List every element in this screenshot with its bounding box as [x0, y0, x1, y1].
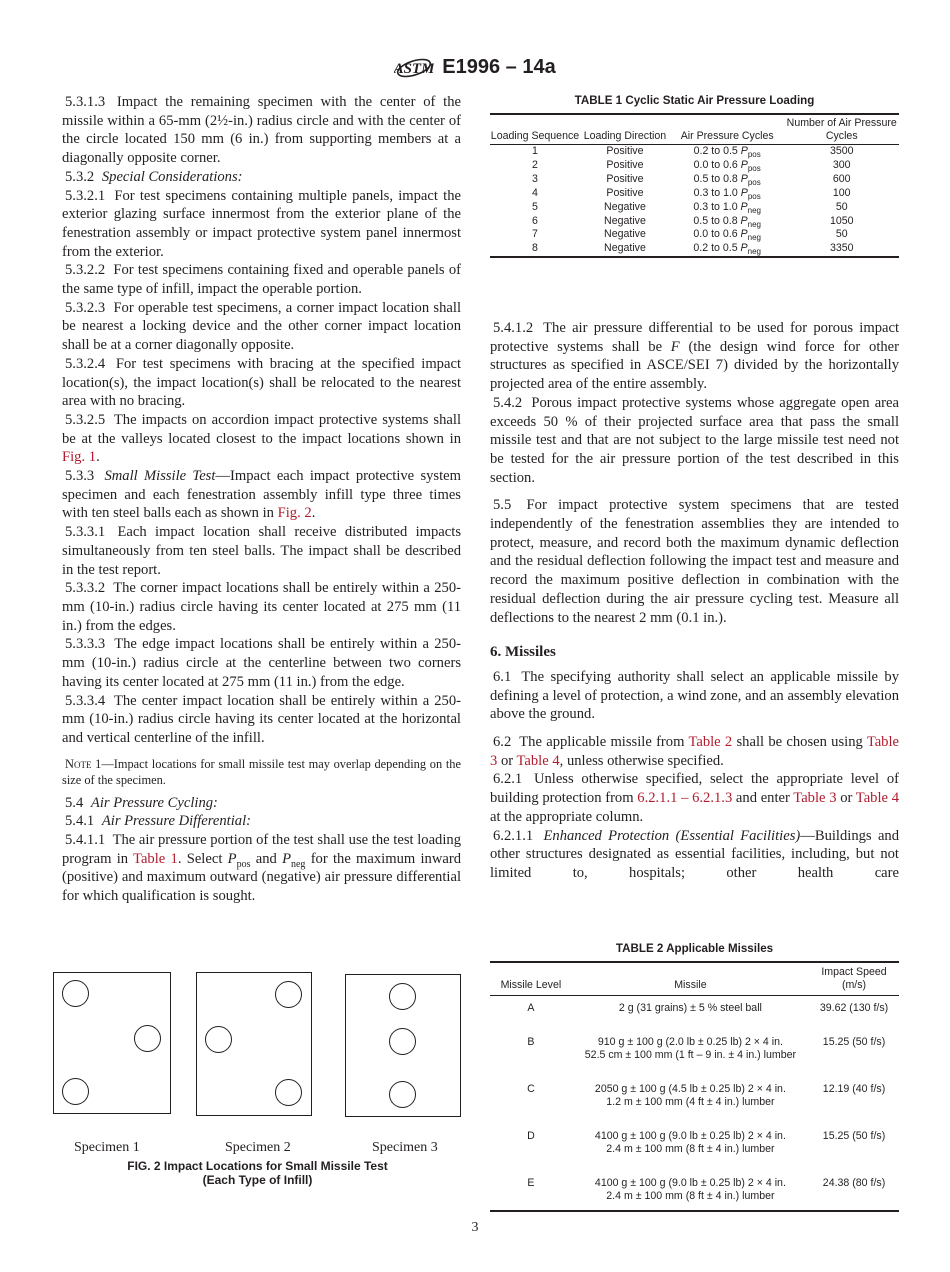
- para-5-3-3-3: 5.3.3.3 The edge impact locations shall be entirely within a 250-mm (10-in.) radius circle at the centerline between two corners having its center located at 275 mm (11 in.) from the edge.: [62, 636, 461, 690]
- para-5-4-1-2: 5.4.1.2 The air pressure differential to be used for porous impact protective systems shall be F (the design wind force for other structures as specified in ASCE/SEI 7) divided by the horizontally projected area of the entire assembly.: [490, 320, 900, 393]
- loading-direction: Negative: [604, 242, 646, 255]
- loading-sequence: 8: [532, 242, 538, 255]
- air-pressure-cycles: 0.5 to 0.8 $P_{pos}$: [693, 172, 761, 187]
- page-header: [0, 52, 950, 86]
- loading-sequence: 2: [532, 158, 538, 171]
- missile-level: E: [527, 1176, 535, 1189]
- loading-direction: Negative: [604, 228, 646, 241]
- page-number: 3: [471, 1220, 479, 1235]
- air-pressure-cycles: 0.3 to 1.0 $P_{pos}$: [693, 186, 761, 201]
- right-column-upper: [490, 319, 899, 883]
- air-pressure-cycles: 0.2 to 0.5 $P_{pos}$: [693, 145, 761, 160]
- table-row: [490, 215, 899, 229]
- specimen-3-label: Specimen 3: [372, 1140, 438, 1155]
- para-5-3-1-3: 5.3.1.3 Impact the remaining specimen with the center of the missile within a 65-mm (2½-in.) radius circle and with the center of the circle located 150 mm (6 in.) from supporting members at a diagonally opposite corner.: [62, 94, 461, 167]
- specimen-1-label: Specimen 1: [74, 1140, 140, 1155]
- loading-sequence: 6: [532, 214, 538, 227]
- table-3-link[interactable]: Table 3: [793, 790, 837, 807]
- impact-circle-icon: [275, 1079, 302, 1106]
- table-row: [490, 996, 899, 1030]
- table-1-link[interactable]: Table 1: [133, 850, 178, 867]
- table-row: [490, 242, 899, 257]
- loading-sequence: 5: [532, 200, 538, 213]
- missile-description: 4100 g ± 100 g (9.0 lb ± 0.25 lb) 2 × 4 in. 2.4 m ± 100 mm (8 ft ± 4 in.) lumber: [594, 1129, 786, 1155]
- para-5-4-1: 5.4.1 Air Pressure Differential:: [65, 813, 252, 830]
- table-row: [490, 145, 899, 159]
- cycle-count: 300: [832, 158, 851, 171]
- missile-description: 2050 g ± 100 g (4.5 lb ± 0.25 lb) 2 × 4 in. 1.2 m ± 100 mm (4 ft ± 4 in.) lumber: [594, 1082, 786, 1108]
- impact-circle-icon: [275, 981, 302, 1008]
- para-5-3-3-4: 5.3.3.4 The center impact location shall be entirely within a 250-mm (10-in.) radius circle having its center located at the horizontal and vertical centerline of the infill.: [62, 692, 462, 746]
- para-5-3-2-3: 5.3.2.3 For operable test specimens, a corner impact location shall be nearest a locking device and the other corner impact location shall be at a corner diagonally opposite.: [62, 299, 461, 354]
- para-5-5: 5.5 For impact protective system specimens that are tested independently of the fenestration assemblies they are intended to protect, measure, and record both the maximum dynamic deflection and the residual deflection following the impact test and measure and record the maximum positive deflection in combination with the residual deflection during the air pressure cycling test. Measure all deflections to the nearest 2 mm (0.1 in.).: [490, 497, 899, 626]
- loading-direction: Negative: [604, 214, 646, 227]
- table-row: [490, 1077, 899, 1124]
- table-1: [490, 94, 899, 258]
- missile-level: D: [527, 1129, 535, 1142]
- impact-circle-icon: [389, 1028, 416, 1055]
- left-column: [62, 93, 461, 906]
- impact-speed: 24.38 (80 f/s): [822, 1176, 886, 1189]
- air-pressure-cycles: 0.0 to 0.6 $P_{neg}$: [693, 228, 761, 243]
- table-1-grid: [490, 113, 899, 258]
- table-3-link[interactable]: Table 3: [490, 734, 900, 769]
- loading-direction: Positive: [606, 172, 644, 185]
- missile-level: B: [527, 1035, 535, 1048]
- impact-speed: 15.25 (50 f/s): [822, 1129, 886, 1142]
- para-5-3-3-1: 5.3.3.1 Each impact location shall receive distributed impacts simultaneously from ten steel balls. The impact shall be described in the test report.: [62, 524, 461, 578]
- table-1-title: TABLE 1 Cyclic Static Air Pressure Loading: [574, 94, 815, 107]
- specimen-1-diagram: [53, 972, 171, 1114]
- para-5-3-2: 5.3.2 Special Considerations:: [65, 168, 243, 185]
- table-row: [490, 1171, 899, 1211]
- loading-sequence: 3: [532, 172, 538, 185]
- air-pressure-cycles: 0.2 to 0.5 $P_{neg}$: [693, 242, 761, 257]
- cycle-count: 3350: [829, 242, 854, 255]
- loading-sequence: 1: [532, 145, 538, 157]
- table-2-link[interactable]: Table 2: [688, 734, 733, 751]
- missile-level: A: [527, 1002, 535, 1014]
- para-6-1: 6.1 The specifying authority shall select an applicable missile by defining a level of protection, a wind zone, and an assembly elevation above the ground.: [490, 668, 900, 723]
- para-5-3-3-2: 5.3.3.2 The corner impact locations shall be entirely within a 250-mm (10-in.) radius circle having its center located at 275 mm (11 in.) from the edges.: [62, 580, 461, 634]
- impact-speed: 15.25 (50 f/s): [822, 1035, 886, 1048]
- table-row: [490, 228, 899, 242]
- col-header: Missile: [674, 978, 707, 991]
- table-2-title: TABLE 2 Applicable Missiles: [615, 942, 774, 955]
- specimen-2-diagram: [196, 972, 312, 1116]
- missile-level: C: [527, 1082, 535, 1095]
- loading-direction: Negative: [604, 200, 646, 213]
- para-5-4-2: 5.4.2 Porous impact protective systems whose aggregate open area exceeds 50 % of their projected surface area that pass the small missile test and that are not subject to the large missile test need not be tested for the air pressure portion of the test described in this section.: [490, 394, 899, 486]
- impact-circle-icon: [389, 983, 416, 1010]
- col-header: Number of Air Pressure Cycles: [786, 117, 897, 142]
- air-pressure-cycles: 0.3 to 1.0 $P_{neg}$: [693, 200, 761, 215]
- para-5-3-2-5: 5.3.2.5 The impacts on accordion impact protective systems shall be at the valleys located closest to the impact locations shown in Fig. 1.: [62, 411, 461, 466]
- table-4-link[interactable]: Table 4: [516, 752, 560, 769]
- para-5-4: 5.4 Air Pressure Cycling:: [65, 794, 218, 811]
- col-header: Loading Sequence: [490, 129, 580, 142]
- impact-circle-icon: [134, 1025, 161, 1052]
- missile-description: 2 g (31 grains) ± 5 % steel ball: [618, 1002, 762, 1014]
- fig-2-link[interactable]: Fig. 2: [277, 505, 312, 522]
- air-pressure-cycles: 0.5 to 0.8 $P_{neg}$: [693, 214, 761, 229]
- col-header: Air Pressure Cycles: [680, 129, 774, 142]
- col-header: Loading Direction: [583, 129, 667, 142]
- missile-description: 910 g ± 100 g (2.0 lb ± 0.25 lb) 2 × 4 in. 52.5 cm ± 100 mm (1 ft – 9 in. ± 4 in.) lumber: [584, 1035, 797, 1061]
- missile-description: 4100 g ± 100 g (9.0 lb ± 0.25 lb) 2 × 4 in. 2.4 m ± 100 mm (8 ft ± 4 in.) lumber: [594, 1176, 786, 1202]
- cycle-count: 600: [832, 172, 851, 185]
- cycle-count: 50: [835, 200, 848, 213]
- section-6-heading: 6. Missiles: [490, 644, 556, 661]
- col-header: Impact Speed (m/s): [821, 966, 887, 991]
- para-5-3-2-1: 5.3.2.1 For test specimens containing multiple panels, impact the exterior glazing surface innermost from the exterior plane of the fenestration assembly or impact protective system panel innermost from the exterior.: [62, 187, 461, 260]
- para-6-2-1-1: 6.2.1.1 Enhanced Protection (Essential Facilities)—Buildings and other structures designated as essential facilities, including, but not limited to, hospitals; other health care: [490, 827, 900, 881]
- specimen-3-diagram: [345, 974, 461, 1117]
- impact-speed: 12.19 (40 f/s): [822, 1082, 886, 1095]
- standard-designation: E1996 – 14a: [442, 55, 556, 78]
- para-5-4-1-1: 5.4.1.1 The air pressure portion of the test shall use the test loading program in Table 1. Select $P_{pos}$ and $P_{neg}$ for the maximum inward (positive) and maximum outward (negative) air pressure differential for which qualification is sought.: [62, 832, 462, 905]
- table-row: [490, 1124, 899, 1171]
- note-1: Note 1—Impact locations for small missile test may overlap depending on the size of the specimen.: [62, 756, 461, 787]
- para-6-2: 6.2 The applicable missile from Table 2 shall be chosen using Table 3 or Table 4, unless otherwise specified.: [490, 734, 900, 769]
- para-6-2-1: 6.2.1 Unless otherwise specified, select the appropriate level of building protection from 6.2.1.1 – 6.2.1.3 and enter Table 3 or Table 4 at the appropriate column.: [490, 771, 899, 825]
- section-6-2-1-range-link[interactable]: 6.2.1.1 – 6.2.1.3: [637, 790, 733, 807]
- para-5-3-2-4: 5.3.2.4 For test specimens with bracing at the specified impact location(s), the impact location(s) shall be relocated to the nearest area with no bracing.: [62, 355, 461, 410]
- loading-direction: Positive: [606, 158, 644, 171]
- cycle-count: 50: [835, 228, 848, 241]
- astm-logo-icon: [394, 52, 434, 82]
- para-5-3-3: 5.3.3 Small Missile Test—Impact each impact protective system specimen and each fenestration assembly infill type three times with ten steel balls each as shown in Fig. 2.: [62, 468, 461, 522]
- loading-sequence: 7: [532, 228, 538, 241]
- table-row: [490, 1030, 899, 1077]
- table-2-grid: [490, 961, 899, 1212]
- cycle-count: 1050: [829, 214, 854, 227]
- figure-2-caption: FIG. 2 Impact Locations for Small Missile Test (Each Type of Infill): [127, 1159, 388, 1187]
- specimen-2-label: Specimen 2: [225, 1140, 291, 1155]
- impact-circle-icon: [62, 980, 89, 1007]
- impact-circle-icon: [62, 1078, 89, 1105]
- table-2: [490, 942, 899, 1212]
- impact-circle-icon: [389, 1081, 416, 1108]
- cycle-count: 100: [832, 186, 851, 199]
- air-pressure-cycles: 0.0 to 0.6 $P_{pos}$: [693, 158, 761, 174]
- col-header: Missile Level: [500, 978, 562, 991]
- loading-direction: Positive: [606, 145, 644, 157]
- table-row: [490, 159, 899, 173]
- loading-direction: Positive: [606, 186, 644, 199]
- table-4-link[interactable]: Table 4: [855, 790, 899, 807]
- impact-circle-icon: [205, 1026, 232, 1053]
- para-5-3-2-2: 5.3.2.2 For test specimens containing fixed and operable panels of the same type of infill, impact the operable portion.: [62, 262, 461, 298]
- svg-text:ASTM: ASTM: [394, 61, 435, 77]
- loading-sequence: 4: [532, 186, 538, 199]
- table-row: [490, 187, 899, 201]
- impact-speed: 39.62 (130 f/s): [819, 1002, 889, 1014]
- table-row: [490, 201, 899, 215]
- table-row: [490, 173, 899, 187]
- fig-1-link[interactable]: Fig. 1: [62, 449, 97, 466]
- cycle-count: 3500: [829, 145, 854, 157]
